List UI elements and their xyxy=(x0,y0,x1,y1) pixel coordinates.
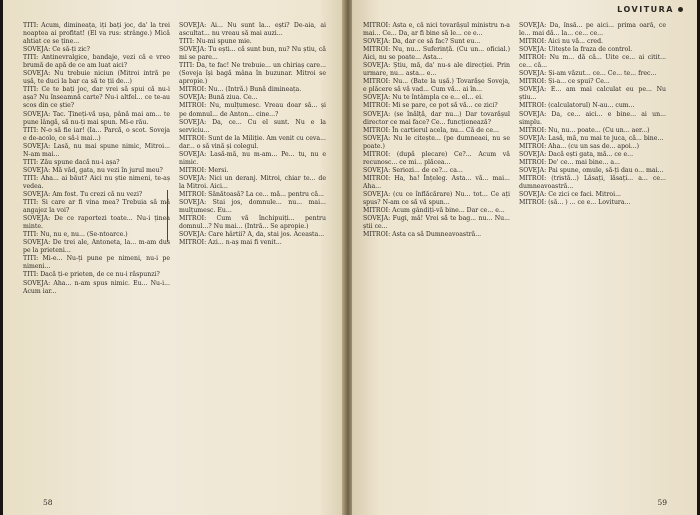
bullet-icon xyxy=(678,7,683,12)
dialogue-line: SOVEJA: Ce zici ce faci. Mitroi... xyxy=(519,190,622,198)
dialogue-line: MITROI: Azi... n-aș mai fi venit... xyxy=(179,239,282,247)
dialogue-line: MITROI: Ha, ha! Înțeleg. Asta... vă... mai... Aha... xyxy=(363,174,510,190)
dialogue-line: MITROI: (tristă...) Lăsați, lăsați... a... ce... dumneavoastră... xyxy=(519,174,666,190)
dialogue-line: TITI: Dacă ți-e prieten, de ce nu-i răspunzi? xyxy=(23,271,160,279)
dialogue-line: MITROI: Nu... (Intră.) Bună dimineața. xyxy=(179,86,302,94)
dialogue-line: SOVEJA: (cu ce înflăcărare) Nu... tot... Ce ați spus? N-am ce să vă spun... xyxy=(363,190,510,207)
dialogue-line: MITROI: De' ce... mai bine... a... xyxy=(519,158,620,166)
dialogue-line: MITROI: Sănătoasă? La ce... mă... pentru că... xyxy=(179,190,325,198)
dialogue-line: SOVEJA: Nu le citește... (pe dumneaei, nu se poate.) xyxy=(363,134,510,150)
dialogue-line: SOVEJA: Bună ziua. Ce... xyxy=(179,94,258,102)
dialogue-line: TITI: Ce te bați joc, dar vrei să spui că nu-i așa? Nu înseamnă carte? Nu-i altfel... ce te-au scos din ce știe? xyxy=(23,86,170,110)
dialogue-line: MITROI: Nu, nu... poate... (Cu un... aer...) xyxy=(519,126,650,134)
dialogue-line: SOVEJA: Seriozi... de ce?... ca... xyxy=(363,166,463,174)
dialogue-line: MITROI: (după plecare) Ce?... Acum vă recunosc... ce mi... plăcea... xyxy=(363,150,510,166)
dialogue-line: SOVEJA: E... am mai calculat eu pe... Nu știu... xyxy=(519,86,666,102)
dialogue-line: SOVEJA: Stai jos, domnule... nu... mai... mulțumesc. Eu... xyxy=(179,199,326,215)
left-column-1 xyxy=(23,22,170,490)
running-header-text: LOVITURA xyxy=(617,5,674,14)
dialogue-line: MITROI: Asta e, că nici tovarășul ministru n-a mai... Ce... Da, ar fi bine să le... ce e... xyxy=(363,22,510,38)
left-column-2 xyxy=(179,22,326,490)
dialogue-line: MITROI: Cum vă închipuiți... pentru domnul...? Nu mai... (Intră... Se apropie.) xyxy=(179,215,326,231)
dialogue-line: MITROI: Acum gândiți-vă bine... Dar ce... e... xyxy=(363,207,505,215)
dialogue-line: MITROI: În cartierul acela, nu... Că de ce... xyxy=(363,126,499,134)
dialogue-line: SOVEJA: Tac. Țineți-vă ușa, până mai am... te pune lângă, să nu-ți mai spun. Mi-e rău. xyxy=(23,110,170,126)
page-number-right: 59 xyxy=(657,498,667,507)
dialogue-line: SOVEJA: Aha... n-am spus nimic. Eu... Nu-i... Acum iar... xyxy=(23,279,170,295)
dialogue-line: TITI: Nu, nu e, nu... (Se-ntoarce.) xyxy=(23,231,128,239)
dialogue-line: SOVEJA: Da, însă... pe aici... prima oară, ce le... mai dă... la... ce... ce... xyxy=(519,22,666,38)
dialogue-line: SOVEJA: Mă văd, gata, nu vezi în jurul meu? xyxy=(23,166,163,174)
dialogue-line: TITI: Acum, dimineața, iți bați joc, da' la trei noaptea ai profitat! (El va rus: strânge.) Mică ahtiat ce se ține... xyxy=(23,22,170,46)
dialogue-line: MITROI: (să... ) ... ce e... Lovitura... xyxy=(519,199,631,207)
dialogue-line: SOVEJA: Uitește la fraza de control. xyxy=(519,46,633,54)
right-column-2 xyxy=(519,22,666,490)
dialogue-line: MITROI: Mersi. xyxy=(179,166,229,174)
dialogue-line: TITI: Mi-e... Nu-ți pune pe nimeni, nu-i pe nimeni... xyxy=(23,255,170,271)
dialogue-line: SOVEJA: Ce să-ți zic? xyxy=(23,46,90,54)
dialogue-line: MITROI: Mi se pare, ce pot să vă... ce zici? xyxy=(363,102,498,110)
dialogue-line: TITI: Zău spune dacă nu-i așa? xyxy=(23,158,120,166)
dialogue-line: SOVEJA: Și-am văzut... ce... Ce... te... frec... xyxy=(519,70,657,78)
dialogue-line: SOVEJA: Ai... Nu sunt la... ești? De-aia, ai ascultat... nu vreau să mai auzi... xyxy=(179,22,326,38)
dialogue-line: SOVEJA: Știu, mă, da' nu-s ale direcției. Prin urmare, nu... asta... e... xyxy=(363,62,510,78)
right-page xyxy=(352,0,697,515)
dialogue-line: SOVEJA: (se înălță, dar nu...) Dar tovarășul director ce mai face? Ce... funcționează? xyxy=(363,110,510,126)
dialogue-line: TITI: Antinevralgice, bandaje, vezi că e vreo brumă de apă de ce am luat aici? xyxy=(23,54,170,70)
dialogue-line: TITI: Nu-mi spune mie. xyxy=(179,38,252,46)
dialogue-line: MITROI: Aici nu vă... cred. xyxy=(519,38,603,46)
dialogue-line: SOVEJA: Lasă, mă, nu mai te juca, că... bine... xyxy=(519,134,664,142)
dialogue-line: MITROI: Nu, mulțumesc. Vreau doar să... și pe domnul... de Anton... cine...? xyxy=(179,102,326,118)
dialogue-line: SOVEJA: Fugi, mă! Vrei să te bag... nu... Nu... știi ce... xyxy=(363,215,510,231)
dialogue-line: SOVEJA: Da, dar ce să fac? Sunt eu... xyxy=(363,38,481,46)
dialogue-line: SOVEJA: Da, ce... Cu el sunt. Nu e la serviciu... xyxy=(179,118,326,134)
dialogue-line: SOVEJA: Nici un deranj. Mitroi, chiar te... de la Mitroi. Aici... xyxy=(179,174,326,190)
dialogue-line: SOVEJA: De trei ale, Antoneta, la... m-am dus pe la prieteni... xyxy=(23,239,170,255)
dialogue-line: SOVEJA: Pai spune, omule, să-ți dau o... mai... xyxy=(519,166,664,174)
dialogue-line: SOVEJA: Care hârtii? A, da, stai jos. Aceasta... xyxy=(179,231,325,239)
margin-bracket xyxy=(167,190,172,242)
dialogue-line: TITI: Da, te fac! Ne trebuie... un chiriaș care... (Soveja își bagă mâna în buzunar. Mitroi se apropie.) xyxy=(179,62,326,86)
dialogue-line: SOVEJA: Nu te întâmpla ce e... el... ei. xyxy=(363,94,484,102)
dialogue-line: SOVEJA: De ce raportezi toate... Nu-i ținea minte. xyxy=(23,215,170,231)
dialogue-line: SOVEJA: Lasă-mă, nu m-am... Pe... tu, nu e nimic. xyxy=(179,150,326,166)
left-page xyxy=(3,0,346,515)
dialogue-line: MITROI: Nu m... dă că... Uite ce... ai citit... ce... că... xyxy=(519,54,666,70)
dialogue-line: SOVEJA: Dacă ești gata, mă... ce e... xyxy=(519,150,634,158)
dialogue-line: MITROI: Nu, nu... Suferință. (Cu un... oficial.) Aici, nu se poate... Asta... xyxy=(363,46,510,62)
page-number-left: 58 xyxy=(43,498,53,507)
dialogue-line: MITROI: Aha... (cu un sas de... apoi...) xyxy=(519,142,640,150)
dialogue-line: TITI: N-o să fie iar! (Ia... Parcă, o scot. Soveja e de-acolo, ce să-i mai...) xyxy=(23,126,170,142)
dialogue-line: SOVEJA: Tu ești... că sunt bun, nu? Nu știu, că mi se pare... xyxy=(179,46,326,62)
dialogue-line: SOVEJA: Lasă, nu mai spune nimic, Mitroi... N-am mai... xyxy=(23,142,170,158)
dialogue-line: MITROI: Și-a... ce spui? Ce... xyxy=(519,78,610,86)
dialogue-line: MITROI: Sunt de la Miliție. Am venit cu ceva... dar... o să vină și colegul. xyxy=(179,134,326,150)
dialogue-line: TITI: Si care ar fi vina mea? Trebuia să mă angajez la voi? xyxy=(23,199,170,215)
dialogue-line: MITROI: Asta ca să Dumneavoastră... xyxy=(363,231,482,239)
running-header xyxy=(617,5,683,14)
dialogue-line: SOVEJA: Da, ce... aici... e bine... ai un... simplu. xyxy=(519,110,666,126)
dialogue-line: TITI: Aha... ai băut? Aici nu știe nimeni, te-aș vedea. xyxy=(23,174,170,190)
dialogue-line: MITROI: (calculatorul) N-au... cum... xyxy=(519,102,635,110)
right-column-1 xyxy=(363,22,510,490)
dialogue-line: SOVEJA: Am fost. Tu crezi că nu vezi? xyxy=(23,190,143,198)
dialogue-line: SOVEJA: Nu trebuie niciun (Mitroi intră pe ușă, te duci la bar ca să te ții de...) xyxy=(23,70,170,86)
dialogue-line: MITROI: Nu... (Bate la ușă.) Tovarășe Soveja, e plăcere să vă vad... Cum vă... ai în... xyxy=(363,78,510,94)
